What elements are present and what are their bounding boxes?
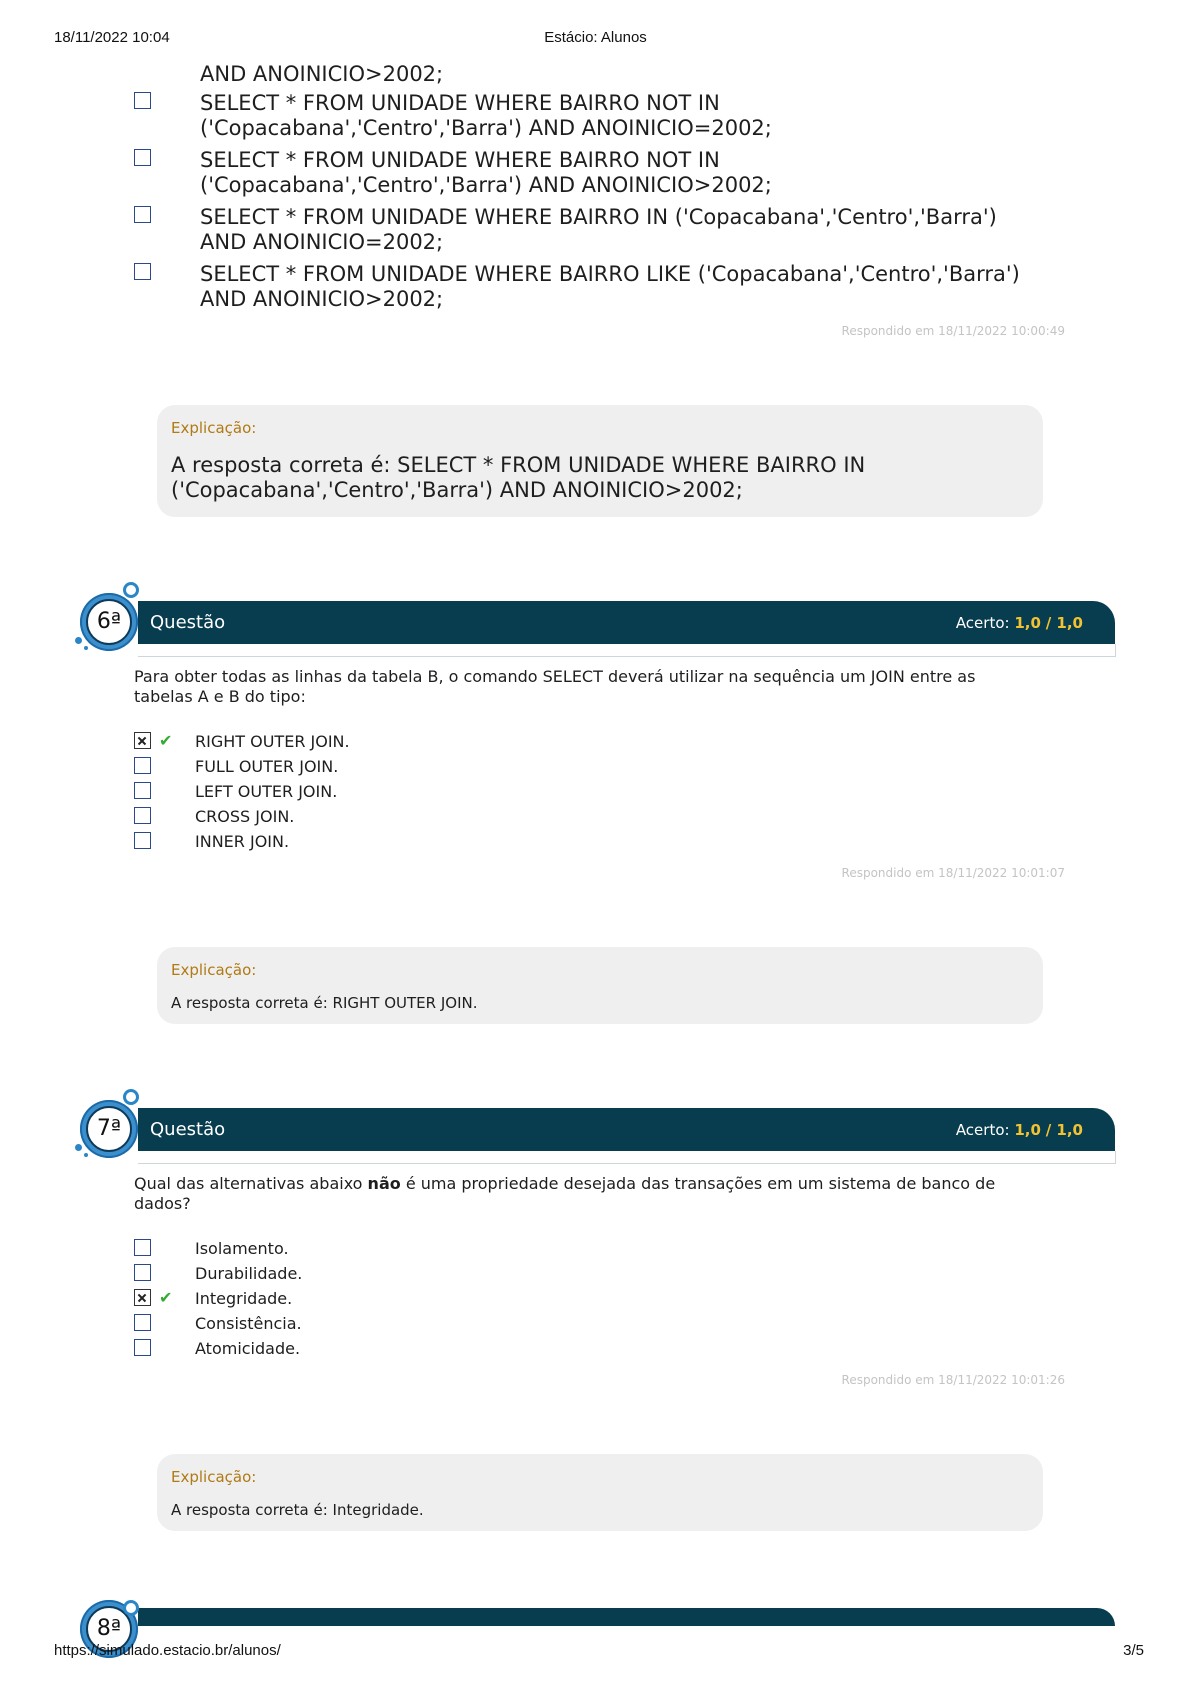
checkbox[interactable] xyxy=(134,1264,151,1281)
q6-answered-timestamp: Respondido em 18/11/2022 10:01:07 xyxy=(841,866,1065,880)
checkbox-checked[interactable] xyxy=(134,732,151,749)
question-number-badge xyxy=(80,1100,138,1158)
q5-option-3-line1: SELECT * FROM UNIDADE WHERE BAIRRO IN ('Copacabana','Centro','Barra') xyxy=(200,205,997,229)
q7-option-3[interactable] xyxy=(134,1289,634,1311)
score-value: 1,0 xyxy=(1014,1121,1041,1139)
q5-answered-timestamp: Respondido em 18/11/2022 10:00:49 xyxy=(841,324,1065,338)
option-label: FULL OUTER JOIN. xyxy=(195,757,339,776)
score xyxy=(956,1121,1083,1139)
option-label: LEFT OUTER JOIN. xyxy=(195,782,338,801)
checkbox[interactable] xyxy=(134,782,151,799)
print-title: Estácio: Alunos xyxy=(544,29,647,46)
question-8-header xyxy=(80,1600,1115,1641)
emphasis: não xyxy=(367,1174,401,1193)
explanation-label: Explicação: xyxy=(171,419,257,437)
q5-explanation-box xyxy=(157,405,1043,517)
score-value: 1,0 xyxy=(1014,614,1041,632)
score-label: Acerto: xyxy=(955,1121,1010,1139)
option-label: RIGHT OUTER JOIN. xyxy=(195,732,350,751)
question-7-header xyxy=(80,1100,1115,1158)
question-number: 8ª xyxy=(86,1606,132,1652)
q5-option-2-line1: SELECT * FROM UNIDADE WHERE BAIRRO NOT IN xyxy=(200,148,720,172)
score-total: / 1,0 xyxy=(1045,1121,1083,1139)
correct-check-icon: ✔ xyxy=(159,731,173,750)
checkbox[interactable] xyxy=(134,1239,151,1256)
question-number: 7ª xyxy=(86,1106,132,1152)
q6-option-1[interactable] xyxy=(134,732,634,754)
print-footer xyxy=(0,1642,1191,1662)
checkbox[interactable] xyxy=(134,263,151,280)
checkbox[interactable] xyxy=(134,1339,151,1356)
q6-option-3[interactable] xyxy=(134,782,634,804)
q6-option-5[interactable] xyxy=(134,832,634,854)
q7-explanation-box xyxy=(157,1454,1043,1531)
question-title: Questão xyxy=(150,1119,226,1140)
question-number: 6ª xyxy=(86,599,132,645)
header-band xyxy=(138,1608,1115,1626)
option-label: Durabilidade. xyxy=(195,1264,303,1283)
q7-option-1[interactable] xyxy=(134,1239,634,1261)
score-total: / 1,0 xyxy=(1045,614,1083,632)
q7-option-5[interactable] xyxy=(134,1339,634,1361)
explanation-label: Explicação: xyxy=(171,1468,257,1486)
question-number-badge xyxy=(80,593,138,651)
checkbox[interactable] xyxy=(134,149,151,166)
bubble-icon xyxy=(123,1089,139,1105)
print-page-number: 3/5 xyxy=(1123,1642,1144,1659)
q5-option-3-line2: AND ANOINICIO=2002; xyxy=(200,230,444,254)
q6-option-4[interactable] xyxy=(134,807,634,829)
q5-option-4-line2: AND ANOINICIO>2002; xyxy=(200,287,444,311)
q5-explanation-line2: ('Copacabana','Centro','Barra') AND ANOINICIO>2002; xyxy=(171,478,743,502)
checkbox[interactable] xyxy=(134,757,151,774)
option-label: INNER JOIN. xyxy=(195,832,290,851)
print-url: https://simulado.estacio.br/alunos/ xyxy=(54,1642,281,1659)
question-title: Questão xyxy=(150,612,226,633)
correct-check-icon: ✔ xyxy=(159,1288,173,1307)
option-label: CROSS JOIN. xyxy=(195,807,295,826)
q5-explanation-line1: A resposta correta é: SELECT * FROM UNIDADE WHERE BAIRRO IN xyxy=(171,453,866,477)
checkbox-checked[interactable] xyxy=(134,1289,151,1306)
question-7-text: Qual das alternativas abaixo não é uma propriedade desejada das transações em um sistema de banco de dados? xyxy=(134,1174,996,1213)
q6-explanation-text: A resposta correta é: RIGHT OUTER JOIN. xyxy=(171,994,478,1012)
bubble-icon xyxy=(123,1600,139,1616)
checkbox[interactable] xyxy=(134,1314,151,1331)
checkbox[interactable] xyxy=(134,832,151,849)
q5-option-2-line2: ('Copacabana','Centro','Barra') AND ANOINICIO>2002; xyxy=(200,173,772,197)
print-datetime: 18/11/2022 10:04 xyxy=(54,29,170,46)
q5-first-line-text: AND ANOINICIO>2002; xyxy=(200,62,444,86)
bubble-icon xyxy=(123,582,139,598)
q5-option-1-line2: ('Copacabana','Centro','Barra') AND ANOINICIO=2002; xyxy=(200,116,772,140)
option-label: Isolamento. xyxy=(195,1239,289,1258)
checkbox[interactable] xyxy=(134,807,151,824)
q7-explanation-text: A resposta correta é: Integridade. xyxy=(171,1501,424,1519)
q6-explanation-box xyxy=(157,947,1043,1024)
q6-option-2[interactable] xyxy=(134,757,634,779)
question-6-text: Para obter todas as linhas da tabela B, o comando SELECT deverá utilizar na sequência um JOIN entre as tabelas A e B do tipo: xyxy=(134,667,976,706)
q7-option-4[interactable] xyxy=(134,1314,634,1336)
question-6-header xyxy=(80,593,1115,651)
option-label: Consistência. xyxy=(195,1314,302,1333)
checkbox[interactable] xyxy=(134,206,151,223)
option-label: Integridade. xyxy=(195,1289,293,1308)
option-label: Atomicidade. xyxy=(195,1339,301,1358)
q7-answered-timestamp: Respondido em 18/11/2022 10:01:26 xyxy=(841,1373,1065,1387)
score-label: Acerto: xyxy=(955,614,1010,632)
q5-option-1-line1: SELECT * FROM UNIDADE WHERE BAIRRO NOT IN xyxy=(200,91,720,115)
print-header xyxy=(0,29,1191,49)
score xyxy=(956,614,1083,632)
checkbox[interactable] xyxy=(134,92,151,109)
q7-option-2[interactable] xyxy=(134,1264,634,1286)
q5-option-4-line1: SELECT * FROM UNIDADE WHERE BAIRRO LIKE ('Copacabana','Centro','Barra') xyxy=(200,262,1020,286)
explanation-label: Explicação: xyxy=(171,961,257,979)
